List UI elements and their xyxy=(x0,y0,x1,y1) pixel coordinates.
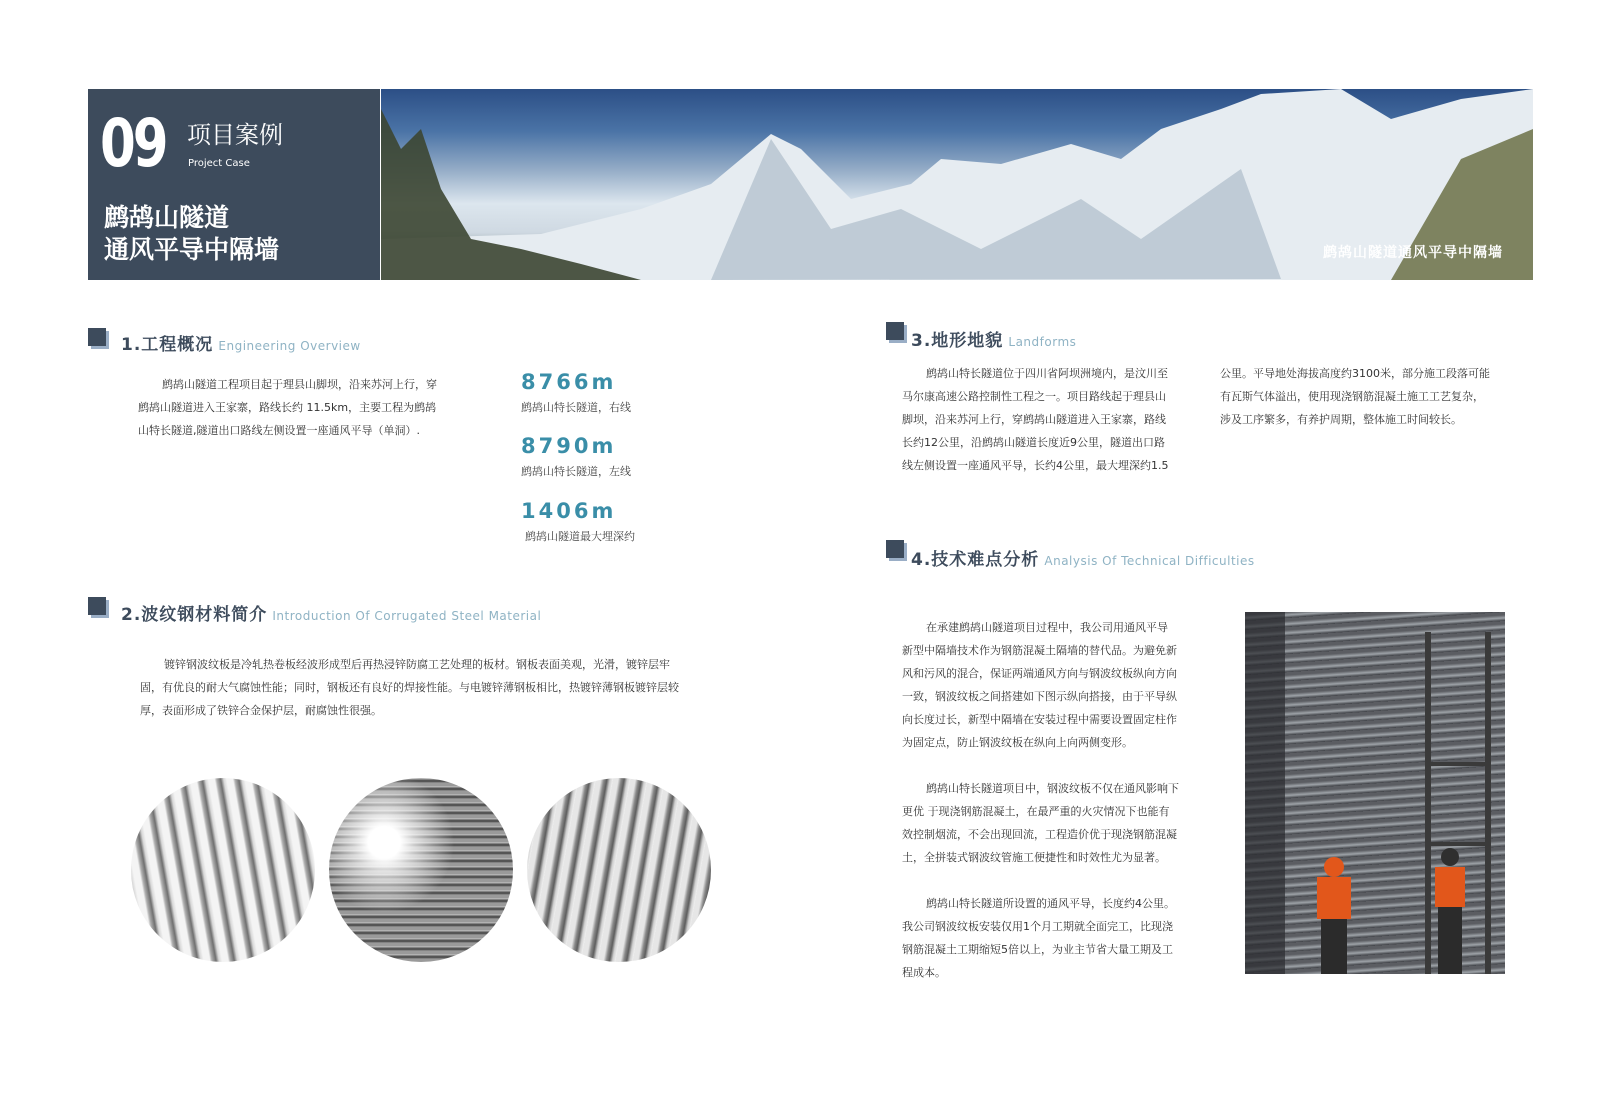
section-1-heading xyxy=(121,330,361,355)
scaffold-frame xyxy=(1425,632,1431,974)
mountain-banner-photo xyxy=(381,89,1533,280)
galvanized-sheet-photo xyxy=(527,778,711,962)
text-line: 新型中隔墙技术作为钢筋混凝土隔墙的替代品。为避免新 xyxy=(902,644,1177,657)
section-2-title-en: Introduction Of Corrugated Steel Material xyxy=(272,609,542,623)
worker-head xyxy=(1441,848,1459,866)
section-2-title-cn: 2.波纹钢材料简介 xyxy=(121,605,268,625)
section-1-paragraph xyxy=(138,373,473,442)
text-line: 风和污风的混合，保证两端通风方向与钢波纹板纵向方向 xyxy=(902,667,1177,680)
text-line: 镀锌钢波纹板是冷轧热卷板经波形成型后再热浸锌防腐工艺处理的板材。钢板表面美观，光滑，镀锌层牢 xyxy=(164,658,670,671)
section-4-title-cn: 4.技术难点分析 xyxy=(911,550,1040,570)
text-line: 涉及工序繁多，有养护周期，整体施工时间较长。 xyxy=(1220,413,1462,426)
section-3-column-1 xyxy=(902,362,1202,477)
worker-vest xyxy=(1317,877,1351,919)
text-line: 鹧鸪山特长隧道所设置的通风平导，长度约4公里。 xyxy=(926,897,1175,910)
scaffold-bar xyxy=(1425,762,1491,766)
section-1-marker xyxy=(88,328,106,346)
section-3-column-2 xyxy=(1220,362,1530,431)
text-line: 马尔康高速公路控制性工程之一。项目路线起于理县山 xyxy=(902,390,1166,403)
corrugated-wall-tunnel-photo xyxy=(329,778,513,962)
stat-value: 1406m xyxy=(521,499,617,523)
section-title-cn: 项目案例 xyxy=(187,121,283,149)
worker-helmet xyxy=(1324,857,1344,877)
stat-value: 8766m xyxy=(521,370,617,394)
text-line: 鹧鸪山特长隧道项目中，钢波纹板不仅在通风影响下 xyxy=(926,782,1179,795)
text-line: 为固定点，防止钢波纹板在纵向上向两侧变形。 xyxy=(902,736,1133,749)
photo-dark-left xyxy=(1245,612,1285,974)
text-line: 效控制烟流，不会出现回流，工程造价优于现浇钢筋混凝 xyxy=(902,828,1177,841)
text-line: 鹧鸪山隧道工程项目起于理县山脚坝，沿来苏河上行，穿 xyxy=(162,378,437,391)
stat-label: 鹧鸪山隧道最大埋深约 xyxy=(525,530,635,543)
project-title-line1: 鹧鸪山隧道 xyxy=(104,203,230,232)
stat-label: 鹧鸪山特长隧道，左线 xyxy=(521,465,631,478)
text-line: 钢筋混凝土工期缩短5倍以上，为业主节省大量工期及工 xyxy=(902,943,1173,956)
section-3-marker xyxy=(886,322,904,340)
worker-vest xyxy=(1435,867,1465,907)
text-line: 土，全拼装式钢波纹管施工便捷性和时效性尤为显著。 xyxy=(902,851,1166,864)
section-4-text xyxy=(902,616,1212,984)
worker-legs xyxy=(1438,907,1462,974)
text-line: 我公司钢波纹板安装仅用1个月工期就全面完工，比现浇 xyxy=(902,920,1173,933)
text-line: 向长度过长，新型中隔墙在安装过程中需要设置固定柱作 xyxy=(902,713,1177,726)
text-line: 鹧鸪山特长隧道位于四川省阿坝洲境内，是汶川至 xyxy=(926,367,1168,380)
text-line: 程成本。 xyxy=(902,966,946,979)
text-line: 厚，表面形成了铁锌合金保护层，耐腐蚀性很强。 xyxy=(140,704,382,717)
section-2-heading xyxy=(121,600,541,625)
text-line: 一致，钢波纹板之间搭建如下图示纵向搭接，由于平导纵 xyxy=(902,690,1177,703)
stat-item xyxy=(521,436,631,479)
installation-site-photo xyxy=(1245,612,1505,974)
text-line: 在承建鹧鸪山隧道项目过程中，我公司用通风平导 xyxy=(926,621,1168,634)
project-title-line2: 通风平导中隔墙 xyxy=(104,235,280,264)
stat-item xyxy=(521,501,635,544)
section-3-title-en: Landforms xyxy=(1008,335,1077,349)
stat-label: 鹧鸪山特长隧道，右线 xyxy=(521,401,631,414)
text-line: 长约12公里，沿鹧鸪山隧道长度近9公里，隧道出口路 xyxy=(902,436,1165,449)
section-1-title-en: Engineering Overview xyxy=(218,339,361,353)
section-2-marker xyxy=(88,597,106,615)
project-title xyxy=(104,202,279,266)
text-line: 更优 于现浇钢筋混凝土，在最严重的火灾情况下也能有 xyxy=(902,805,1170,818)
section-4-marker xyxy=(886,540,904,558)
section-number: 09 xyxy=(100,105,166,182)
section-2-paragraph xyxy=(140,653,730,722)
banner-caption: 鹧鸪山隧道通风平导中隔墙 xyxy=(1323,245,1503,261)
section-4-heading xyxy=(911,545,1255,570)
text-line: 线左侧设置一座通风平导，长约4公里，最大埋深约1.5 xyxy=(902,459,1169,472)
stat-value: 8790m xyxy=(521,434,617,458)
text-line: 山特长隧道,隧道出口路线左侧设置一座通风平导（单洞）. xyxy=(138,424,420,437)
text-line: 固，有优良的耐大气腐蚀性能；同时，钢板还有良好的焊接性能。与电镀锌薄钢板相比，热镀锌薄钢板镀锌层较 xyxy=(140,681,679,694)
corrugated-sheet-photo xyxy=(131,778,315,962)
scaffold-frame xyxy=(1485,632,1491,974)
scaffold-bar xyxy=(1425,842,1491,846)
text-line: 脚坝，沿来苏河上行，穿鹧鸪山隧道进入王家寨，路线 xyxy=(902,413,1166,426)
text-line: 公里。平导地处海拔高度约3100米，部分施工段落可能 xyxy=(1220,367,1490,380)
stat-item xyxy=(521,372,631,415)
text-line: 有瓦斯气体溢出，使用现浇钢筋混凝土施工工艺复杂， xyxy=(1220,390,1484,403)
worker-legs xyxy=(1321,919,1347,974)
section-3-title-cn: 3.地形地貌 xyxy=(911,331,1004,351)
section-1-title-cn: 1.工程概况 xyxy=(121,335,214,355)
text-line: 鹧鸪山隧道进入王家寨，路线长约 11.5km，主要工程为鹧鸪 xyxy=(138,401,437,414)
section-title-en: Project Case xyxy=(188,158,250,169)
section-4-title-en: Analysis Of Technical Difficulties xyxy=(1044,554,1255,568)
section-3-heading xyxy=(911,326,1076,351)
